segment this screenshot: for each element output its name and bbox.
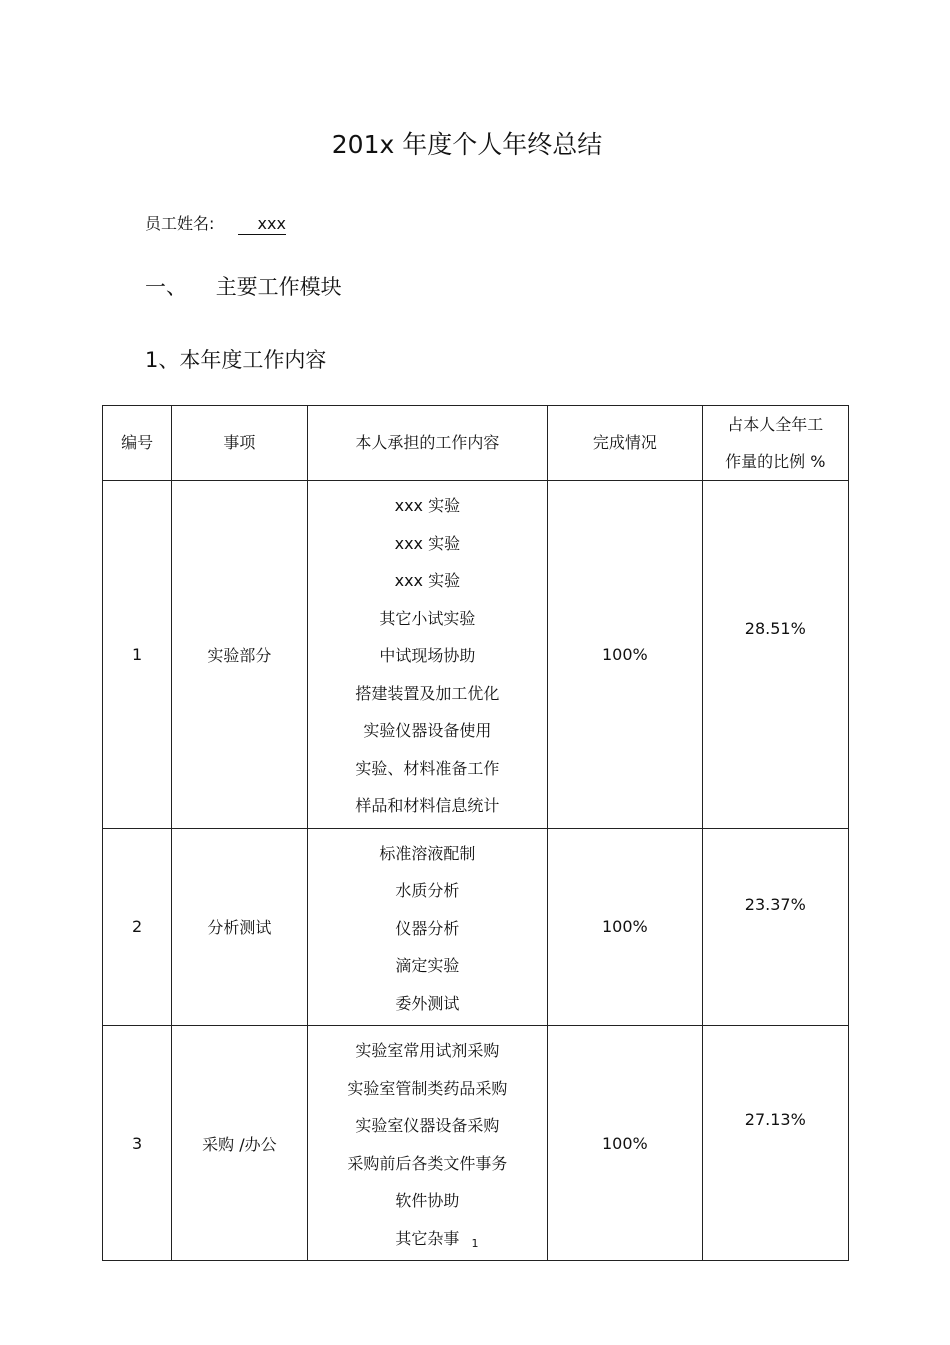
content-line: 其它杂事 <box>395 1228 460 1248</box>
content-line: 其它小试实验 <box>379 608 476 628</box>
page-number: 1 <box>471 1237 479 1250</box>
content-line: 实验室管制类药品采购 <box>347 1078 508 1098</box>
section-heading <box>145 272 342 302</box>
row-item: 采购 /办公 <box>172 1026 307 1261</box>
row-status: 100% <box>548 1026 702 1261</box>
row-ratio-value: 23.37% <box>744 894 806 914</box>
content-line: 委外测试 <box>395 993 460 1013</box>
row-item: 实验部分 <box>172 481 307 829</box>
header-ratio <box>702 406 848 481</box>
content-line: xxx 实验 <box>394 496 461 515</box>
content-line: 采购前后各类文件事务 <box>347 1153 508 1173</box>
header-content: 本人承担的工作内容 <box>307 406 548 481</box>
row-no: 3 <box>103 1026 172 1261</box>
header-item: 事项 <box>172 406 307 481</box>
header-no: 编号 <box>103 406 172 481</box>
content-line: 中试现场协助 <box>379 646 476 665</box>
row-ratio <box>702 1026 848 1261</box>
content-line: 实验仪器设备使用 <box>363 721 492 740</box>
row-content <box>307 828 548 1026</box>
table-row <box>103 1026 849 1261</box>
content-line: 软件协助 <box>395 1191 460 1210</box>
row-item: 分析测试 <box>172 828 307 1026</box>
table-header-row <box>103 406 849 481</box>
content-line: 滴定实验 <box>395 956 460 975</box>
row-ratio <box>702 481 848 829</box>
employee-name-line <box>145 212 286 236</box>
row-status: 100% <box>548 828 702 1026</box>
table-row <box>103 828 849 1026</box>
row-ratio-value: 27.13% <box>744 1110 806 1129</box>
table-row <box>103 481 849 829</box>
content-line: 实验室仪器设备采购 <box>355 1116 500 1135</box>
content-line: 仪器分析 <box>395 918 460 938</box>
content-line: xxx 实验 <box>394 571 461 590</box>
content-line: 实验、材料准备工作 <box>355 758 500 778</box>
content-line: 水质分析 <box>395 881 460 900</box>
employee-name-label: 员工姓名: <box>145 214 215 233</box>
work-content-table <box>102 405 849 1261</box>
subsection-heading: 1、本年度工作内容 <box>145 348 327 372</box>
row-status: 100% <box>548 481 702 829</box>
document-title: 201x 年度个人年终总结 <box>331 130 603 159</box>
header-ratio-line1: 占本人全年工 <box>727 415 824 434</box>
header-ratio-line2: 作量的比例 % <box>725 452 826 471</box>
content-line: 搭建装置及加工优化 <box>355 683 500 703</box>
row-content <box>307 481 548 829</box>
content-line: 实验室常用试剂采购 <box>355 1041 500 1060</box>
header-status: 完成情况 <box>548 406 702 481</box>
content-line: xxx 实验 <box>394 533 461 553</box>
employee-name-value: xxx <box>238 214 286 235</box>
row-no: 2 <box>103 828 172 1026</box>
content-line: 样品和材料信息统计 <box>355 796 500 815</box>
row-ratio-value: 28.51% <box>744 619 806 638</box>
row-ratio <box>702 828 848 1026</box>
row-no: 1 <box>103 481 172 829</box>
section-title: 主要工作模块 <box>215 275 342 299</box>
row-content <box>307 1026 548 1261</box>
content-line: 标准溶液配制 <box>379 843 476 863</box>
section-number: 一、 <box>145 275 187 299</box>
